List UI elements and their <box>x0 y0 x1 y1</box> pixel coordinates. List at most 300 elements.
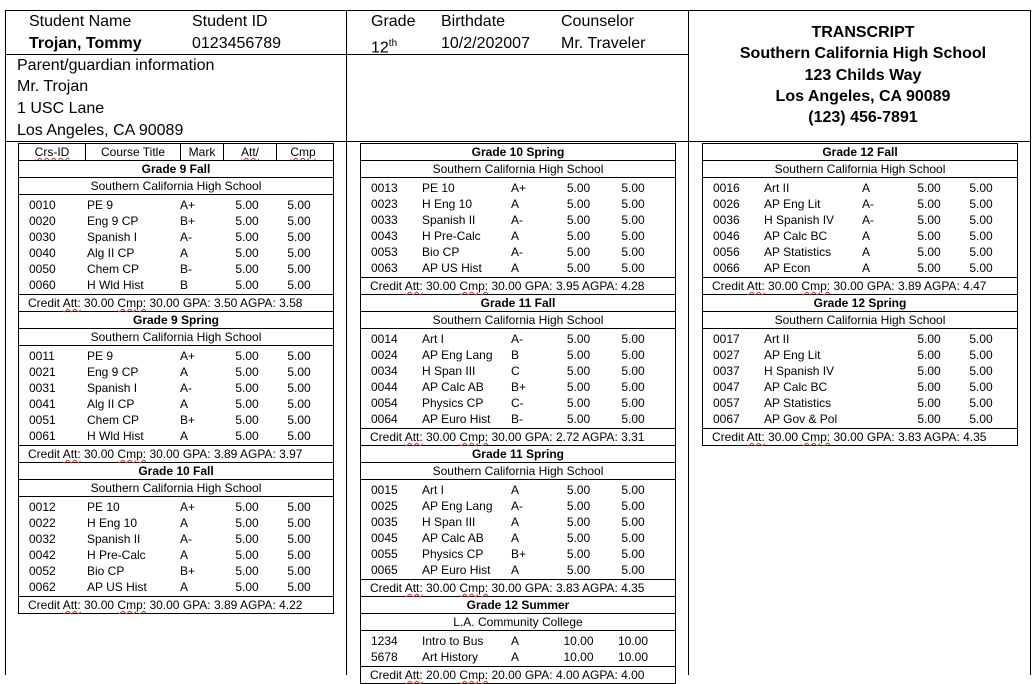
course-id: 0045 <box>371 531 398 545</box>
course-title: PE 10 <box>87 500 120 514</box>
course-att: 5.00 <box>566 412 591 426</box>
term-title: Grade 11 Spring <box>361 446 675 463</box>
counselor: Mr. Traveler <box>561 35 646 52</box>
course-id: 0036 <box>713 213 740 227</box>
header-mark: Mark <box>181 144 224 160</box>
credit-summary: Credit Att: 30.00 Cmp: 30.00 GPA: 3.89 AGPA: 3.97 <box>19 445 333 462</box>
course-cmp: 5.00 <box>621 412 645 426</box>
course-id: 0062 <box>29 580 56 594</box>
course-att: 5.00 <box>235 429 259 443</box>
course-id: 0064 <box>371 412 398 426</box>
course-row <box>703 180 1017 196</box>
course-cmp: 5.00 <box>287 246 311 260</box>
course-id: 0037 <box>713 364 740 378</box>
course-title: Physics CP <box>422 396 484 410</box>
course-id: 0041 <box>29 397 56 411</box>
course-mark <box>861 347 903 363</box>
divider-1 <box>346 10 347 675</box>
course-att: 5.00 <box>917 412 941 426</box>
term-school: Southern California High School <box>703 161 1017 178</box>
course-row <box>19 364 333 380</box>
course-id: 0032 <box>29 532 56 546</box>
course-att: 5.00 <box>235 413 259 427</box>
course-row <box>703 212 1017 228</box>
course-id: 0023 <box>371 197 398 211</box>
course-title: Chem CP <box>87 413 140 427</box>
term-title: Grade 10 Fall <box>19 463 333 480</box>
course-row <box>703 411 1017 427</box>
course-title: AP US Hist <box>422 261 482 275</box>
course-row <box>703 395 1017 411</box>
course-title: H Pre-Calc <box>87 548 146 562</box>
course-cmp: 5.00 <box>287 381 311 395</box>
course-mark: A <box>511 197 520 211</box>
course-title: AP Calc BC <box>764 380 828 394</box>
course-id: 0054 <box>371 396 398 410</box>
course-cmp: 5.00 <box>969 332 993 346</box>
course-id: 0046 <box>713 229 740 243</box>
course-mark: A <box>180 580 189 594</box>
course-id: 0030 <box>29 230 56 244</box>
course-row <box>19 579 333 595</box>
course-row <box>361 363 675 379</box>
course-id: 0012 <box>29 500 56 514</box>
course-att: 5.00 <box>235 564 259 578</box>
course-cmp: 5.00 <box>287 516 311 530</box>
course-list <box>19 497 333 596</box>
course-row <box>19 261 333 277</box>
course-cmp: 5.00 <box>621 261 645 275</box>
course-id: 0025 <box>371 499 398 513</box>
course-id: 5678 <box>371 650 398 664</box>
course-cmp: 5.00 <box>287 532 311 546</box>
school-info <box>690 22 1036 128</box>
frame-top <box>5 10 1031 11</box>
course-mark <box>861 363 903 379</box>
term-school: L.A. Community College <box>361 614 675 631</box>
credit-summary: Credit Att: 30.00 Cmp: 30.00 GPA: 3.50 AGPA: 3.58 <box>19 294 333 311</box>
course-row <box>19 531 333 547</box>
course-cmp: 5.00 <box>621 181 645 195</box>
column-2 <box>360 143 676 684</box>
course-row <box>361 228 675 244</box>
course-mark: A- <box>511 332 523 346</box>
course-id: 0067 <box>713 412 740 426</box>
course-mark: A+ <box>511 181 527 195</box>
term-title: Grade 12 Spring <box>703 295 1017 312</box>
course-att: 5.00 <box>566 396 591 410</box>
header-mid-line <box>5 54 688 55</box>
course-mark: B+ <box>511 380 527 394</box>
course-id: 0057 <box>713 396 740 410</box>
credit-summary: Credit Att: 20.00 Cmp: 20.00 GPA: 4.00 AGPA: 4.00 <box>361 666 675 683</box>
course-mark: B- <box>180 262 192 276</box>
course-att: 5.00 <box>917 181 941 195</box>
term-title: Grade 12 Summer <box>361 597 675 614</box>
course-title: Eng 9 CP <box>87 214 139 228</box>
course-row <box>361 633 675 649</box>
term-school: Southern California High School <box>19 329 333 346</box>
course-title: Art II <box>764 332 790 346</box>
course-id: 0011 <box>29 349 55 363</box>
header-cmp: Cmp <box>290 145 316 159</box>
course-title: AP Calc BC <box>764 229 828 243</box>
course-row <box>361 212 675 228</box>
course-mark: A <box>511 483 520 497</box>
course-att: 5.00 <box>235 198 259 212</box>
course-att: 5.00 <box>917 197 941 211</box>
course-cmp: 5.00 <box>621 229 645 243</box>
course-title: Intro to Bus <box>422 634 484 648</box>
course-id: 0024 <box>371 348 398 362</box>
course-cmp: 5.00 <box>621 213 645 227</box>
course-att: 5.00 <box>235 532 259 546</box>
course-list <box>361 178 675 277</box>
birthdate-label: Birthdate <box>441 13 506 30</box>
course-mark: B+ <box>511 547 527 561</box>
course-title: Eng 9 CP <box>87 365 139 379</box>
course-mark: A <box>511 515 520 529</box>
birthdate: 10/2/202007 <box>441 35 530 52</box>
course-cmp: 5.00 <box>621 547 645 561</box>
term-block <box>360 143 676 295</box>
course-cmp: 5.00 <box>621 396 645 410</box>
course-mark: A- <box>511 245 523 259</box>
course-att: 5.00 <box>235 349 259 363</box>
course-title: AP Euro Hist <box>422 563 491 577</box>
course-mark: A <box>511 261 520 275</box>
course-cmp: 5.00 <box>621 245 645 259</box>
course-cmp: 5.00 <box>969 213 993 227</box>
course-att: 5.00 <box>566 364 591 378</box>
course-title: Spanish II <box>422 213 476 227</box>
course-id: 0013 <box>371 181 398 195</box>
course-row <box>361 395 675 411</box>
course-id: 0021 <box>29 365 56 379</box>
course-row <box>19 396 333 412</box>
course-row <box>361 546 675 562</box>
course-att: 5.00 <box>235 397 259 411</box>
course-mark: A <box>511 650 520 664</box>
course-mark: B <box>180 278 189 292</box>
course-row <box>361 180 675 196</box>
term-school: Southern California High School <box>361 161 675 178</box>
course-cmp: 5.00 <box>621 563 645 577</box>
course-cmp: 5.00 <box>621 380 645 394</box>
course-id: 0043 <box>371 229 398 243</box>
school-address1: 123 Childs Way <box>804 66 922 84</box>
grade-value <box>371 34 397 58</box>
school-address2: Los Angeles, CA 90089 <box>775 87 951 105</box>
grade-label: Grade <box>371 13 416 30</box>
term-school: Southern California High School <box>703 312 1017 329</box>
course-id: 0031 <box>29 381 56 395</box>
course-mark: A- <box>180 532 192 546</box>
course-mark <box>861 379 903 395</box>
course-mark: A+ <box>180 198 196 212</box>
student-name: Trojan, Tommy <box>29 35 142 52</box>
course-att: 5.00 <box>566 181 591 195</box>
course-id: 0017 <box>713 332 740 346</box>
course-row <box>19 213 333 229</box>
header-course-title: Course Title <box>86 144 181 160</box>
course-title: PE 10 <box>422 181 455 195</box>
course-att: 5.00 <box>917 229 941 243</box>
course-id: 0063 <box>371 261 398 275</box>
course-id: 0065 <box>371 563 398 577</box>
course-att: 5.00 <box>235 516 259 530</box>
course-row <box>361 562 675 578</box>
course-title: AP Eng Lang <box>422 499 493 513</box>
course-att: 5.00 <box>235 214 259 228</box>
school-phone: (123) 456-7891 <box>808 109 918 127</box>
course-title: AP Calc AB <box>422 531 484 545</box>
term-title: Grade 10 Spring <box>361 144 675 161</box>
course-list <box>19 195 333 294</box>
course-mark: A <box>862 245 871 259</box>
counselor-label: Counselor <box>561 13 634 30</box>
course-mark: B <box>511 348 520 362</box>
term-school: Southern California High School <box>361 312 675 329</box>
course-id: 0055 <box>371 547 398 561</box>
course-att: 5.00 <box>917 213 941 227</box>
course-id: 0015 <box>371 483 398 497</box>
course-att: 5.00 <box>917 348 941 362</box>
course-row <box>703 347 1017 363</box>
course-row <box>703 379 1017 395</box>
course-list <box>703 329 1017 428</box>
course-row <box>19 245 333 261</box>
course-list <box>361 480 675 579</box>
course-id: 0034 <box>371 364 398 378</box>
course-row <box>703 228 1017 244</box>
course-title: H Pre-Calc <box>422 229 481 243</box>
course-list <box>361 631 675 666</box>
course-id: 0044 <box>371 380 398 394</box>
course-mark: A <box>862 229 871 243</box>
course-row <box>361 482 675 498</box>
course-title: Art I <box>422 332 445 346</box>
course-id: 0056 <box>713 245 740 259</box>
course-id: 0035 <box>371 515 398 529</box>
credit-summary: Credit Att: 30.00 Cmp: 30.00 GPA: 3.89 AGPA: 4.22 <box>19 596 333 613</box>
course-id: 0050 <box>29 262 56 276</box>
term-title: Grade 9 Spring <box>19 312 333 329</box>
course-cmp: 5.00 <box>287 413 311 427</box>
course-row <box>361 260 675 276</box>
term-block <box>702 143 1018 295</box>
course-title: AP Eng Lit <box>764 348 821 362</box>
course-mark: A <box>511 531 520 545</box>
guardian-address1: 1 USC Lane <box>17 100 105 117</box>
course-id: 0051 <box>29 413 56 427</box>
course-title: Alg II CP <box>87 246 135 260</box>
course-mark <box>861 331 903 347</box>
course-id: 0040 <box>29 246 56 260</box>
course-row <box>703 196 1017 212</box>
course-mark: A <box>180 516 189 530</box>
course-att: 5.00 <box>917 261 941 275</box>
course-mark: A <box>180 397 189 411</box>
course-title: PE 9 <box>87 198 114 212</box>
course-mark: A <box>511 563 520 577</box>
course-att: 5.00 <box>566 380 591 394</box>
course-att: 5.00 <box>235 246 259 260</box>
course-mark: B+ <box>180 214 196 228</box>
course-cmp: 5.00 <box>969 197 993 211</box>
course-mark: A <box>180 429 189 443</box>
course-title: Alg II CP <box>87 397 135 411</box>
course-row <box>19 412 333 428</box>
credit-summary: Credit Att: 30.00 Cmp: 30.00 GPA: 3.95 AGPA: 4.28 <box>361 277 675 294</box>
course-list <box>361 329 675 428</box>
course-title: AP Gov & Pol <box>764 412 838 426</box>
term-school: Southern California High School <box>19 178 333 195</box>
course-title: Chem CP <box>87 262 140 276</box>
course-title: Spanish II <box>87 532 141 546</box>
course-cmp: 5.00 <box>621 197 645 211</box>
course-title: H Eng 10 <box>87 516 138 530</box>
course-mark: A- <box>862 197 874 211</box>
term-block <box>18 161 334 312</box>
credit-summary: Credit Att: 30.00 Cmp: 30.00 GPA: 3.89 AGPA: 4.47 <box>703 277 1017 294</box>
course-mark: C- <box>511 396 524 410</box>
course-mark: A- <box>180 230 192 244</box>
term-title: Grade 12 Fall <box>703 144 1017 161</box>
course-cmp: 10.00 <box>617 650 649 664</box>
course-att: 5.00 <box>917 364 941 378</box>
course-table-header <box>18 143 334 161</box>
course-att: 5.00 <box>566 245 591 259</box>
course-row <box>361 347 675 363</box>
course-list <box>703 178 1017 277</box>
course-title: H Wld Hist <box>87 278 144 292</box>
course-row <box>703 363 1017 379</box>
grade-suffix: th <box>388 38 398 49</box>
course-att: 5.00 <box>566 547 591 561</box>
course-att: 5.00 <box>566 261 591 275</box>
course-row <box>19 277 333 293</box>
course-mark: B- <box>511 412 523 426</box>
header-crs-id: Crs-ID <box>19 144 86 160</box>
course-id: 0047 <box>713 380 740 394</box>
course-att: 5.00 <box>566 483 591 497</box>
course-row <box>361 530 675 546</box>
course-row <box>19 229 333 245</box>
course-cmp: 5.00 <box>969 364 993 378</box>
course-list <box>19 346 333 445</box>
course-mark: A <box>180 246 189 260</box>
course-row <box>19 197 333 213</box>
course-mark <box>861 395 903 411</box>
course-id: 0052 <box>29 564 56 578</box>
term-block <box>702 295 1018 446</box>
course-id: 0026 <box>713 197 740 211</box>
course-att: 5.00 <box>566 229 591 243</box>
course-row <box>361 411 675 427</box>
course-cmp: 5.00 <box>287 564 311 578</box>
header-bottom-line <box>5 141 1031 142</box>
course-row <box>361 514 675 530</box>
course-mark: B+ <box>180 413 196 427</box>
grade-number: 12 <box>371 39 389 57</box>
course-id: 0022 <box>29 516 56 530</box>
course-row <box>19 515 333 531</box>
course-att: 10.00 <box>563 650 594 664</box>
course-row <box>361 379 675 395</box>
credit-summary: Credit Att: 30.00 Cmp: 30.00 GPA: 2.72 AGPA: 3.31 <box>361 428 675 445</box>
course-att: 5.00 <box>917 396 941 410</box>
credit-summary: Credit Att: 30.00 Cmp: 30.00 GPA: 3.83 AGPA: 4.35 <box>361 579 675 596</box>
course-title: PE 9 <box>87 349 114 363</box>
course-cmp: 5.00 <box>287 365 311 379</box>
guardian-address2: Los Angeles, CA 90089 <box>17 122 184 139</box>
course-cmp: 5.00 <box>621 483 645 497</box>
course-id: 0053 <box>371 245 398 259</box>
course-cmp: 5.00 <box>969 229 993 243</box>
transcript-title: TRANSCRIPT <box>811 24 915 41</box>
course-att: 5.00 <box>235 548 259 562</box>
course-att: 5.00 <box>235 262 259 276</box>
course-cmp: 5.00 <box>969 412 993 426</box>
column-3 <box>702 143 1018 446</box>
course-row <box>19 348 333 364</box>
term-block <box>18 312 334 463</box>
school-name: Southern California High School <box>739 45 987 63</box>
course-row <box>703 244 1017 260</box>
course-cmp: 5.00 <box>969 261 993 275</box>
course-cmp: 5.00 <box>287 500 311 514</box>
course-att: 5.00 <box>566 197 591 211</box>
course-id: 0060 <box>29 278 56 292</box>
credit-summary: Credit Att: 30.00 Cmp: 30.00 GPA: 3.83 AGPA: 4.35 <box>703 428 1017 445</box>
term-block <box>18 463 334 614</box>
course-att: 5.00 <box>566 563 591 577</box>
course-mark <box>861 411 903 427</box>
course-att: 5.00 <box>235 381 259 395</box>
course-title: H Eng 10 <box>422 197 473 211</box>
course-row <box>361 196 675 212</box>
course-cmp: 5.00 <box>287 278 311 292</box>
course-title: Art I <box>422 483 445 497</box>
course-title: H Spanish IV <box>764 364 835 378</box>
course-cmp: 5.00 <box>287 262 311 276</box>
frame-left <box>5 10 6 675</box>
course-id: 1234 <box>371 634 398 648</box>
student-id-label: Student ID <box>192 13 268 30</box>
course-att: 5.00 <box>235 500 259 514</box>
course-title: Art History <box>422 650 479 664</box>
divider-2 <box>688 10 689 675</box>
course-row <box>361 498 675 514</box>
course-mark: C <box>511 364 520 378</box>
course-row <box>361 331 675 347</box>
course-row <box>361 244 675 260</box>
course-id: 0033 <box>371 213 398 227</box>
course-mark: A- <box>180 381 192 395</box>
course-title: Physics CP <box>422 547 484 561</box>
course-cmp: 5.00 <box>621 499 645 513</box>
course-title: H Spanish IV <box>764 213 835 227</box>
course-cmp: 5.00 <box>287 214 311 228</box>
course-att: 5.00 <box>566 332 591 346</box>
course-mark: A <box>511 634 520 648</box>
course-cmp: 5.00 <box>621 515 645 529</box>
course-row <box>703 331 1017 347</box>
course-mark: B+ <box>180 564 196 578</box>
course-cmp: 5.00 <box>621 531 645 545</box>
course-mark: A- <box>511 213 523 227</box>
